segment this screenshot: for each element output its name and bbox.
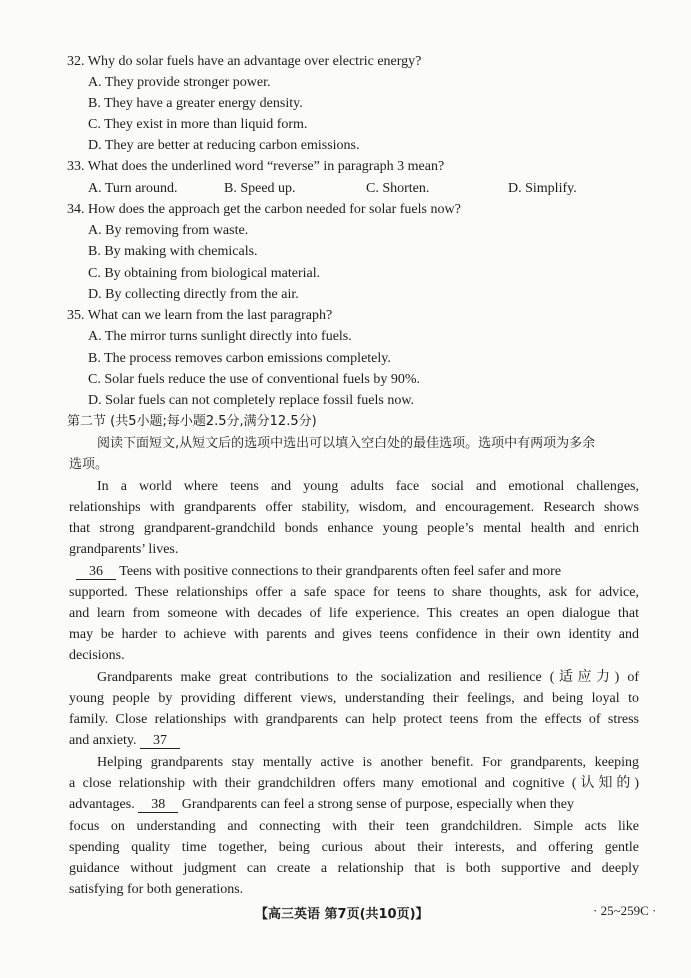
passage-line: focus on understanding and connecting with their teen grandchildren. Simple acts like [69, 819, 639, 834]
answer-option: D. They are better at reducing carbon emissions. [88, 138, 360, 153]
blank-38[interactable]: 38 [138, 797, 178, 813]
answer-options-row [0, 180, 691, 198]
passage-line: spending quality time together, being curious about their interests, and offering gentle [69, 840, 639, 855]
passage-line: relationships with grandparents offer stability, wisdom, and encouragement. Research shows [69, 500, 639, 515]
answer-option: C. They exist in more than liquid form. [88, 117, 308, 132]
passage-text: Grandparents can feel a strong sense of purpose, especially when they [178, 797, 574, 812]
passage-line [0, 796, 691, 814]
passage-text: and anxiety. [69, 733, 141, 748]
passage-line: satisfying for both generations. [69, 882, 244, 897]
answer-option: B. By making with chemicals. [88, 244, 258, 259]
footer-code: · 25~259C · [593, 903, 657, 918]
passage-line: supported. These relationships offer a safe space for teens to share thoughts, ask for advice, [69, 585, 639, 600]
section-instruction: 选项。 [69, 457, 109, 472]
footer-page-info: 【高三英语 第7页(共10页)】 [255, 907, 429, 922]
passage-line: may be harder to achieve with parents and gives teens confidence in their own identity and [69, 627, 639, 642]
blank-37[interactable]: 37 [140, 733, 180, 749]
passage-line [0, 563, 691, 581]
answer-option: D. By collecting directly from the air. [88, 287, 299, 302]
answer-option: C. Shorten. [366, 181, 430, 196]
passage-line: family. Close relationships with grandparents can help protect teens from the effects of stress [69, 712, 639, 727]
answer-option: A. The mirror turns sunlight directly into fuels. [88, 329, 352, 344]
passage-line: guidance without judgment can create a relationship that is both supportive and deeply [69, 861, 639, 876]
section-instruction: 阅读下面短文,从短文后的选项中选出可以填入空白处的最佳选项。选项中有两项为多余 [97, 436, 596, 451]
blank-36[interactable]: 36 [76, 564, 116, 580]
section-heading: 第二节 (共5小题;每小题2.5分,满分12.5分) [67, 414, 317, 429]
passage-line: grandparents’ lives. [69, 542, 179, 557]
question-stem: 35. What can we learn from the last paragraph? [67, 308, 333, 323]
passage-line: Grandparents make great contributions to the socialization and resilience (适应力) of [97, 670, 639, 685]
passage-text: advantages. [69, 797, 139, 812]
question-stem: 34. How does the approach get the carbon needed for solar fuels now? [67, 202, 461, 217]
answer-option: A. They provide stronger power. [88, 75, 271, 90]
answer-option: B. Speed up. [224, 181, 296, 196]
answer-option: D. Solar fuels can not completely replace fossil fuels now. [88, 393, 415, 408]
answer-option: C. By obtaining from biological material. [88, 266, 321, 281]
passage-line: decisions. [69, 648, 125, 663]
answer-option: A. Turn around. [88, 181, 178, 196]
passage-text: Teens with positive connections to their grandparents often feel safer and more [116, 564, 562, 579]
passage-line: young people by providing different views, understanding their feelings, and being loyal to [69, 691, 639, 706]
passage-line: Helping grandparents stay mentally active is another benefit. For grandparents, keeping [97, 755, 639, 770]
passage-line: In a world where teens and young adults face social and emotional challenges, [97, 479, 639, 494]
passage-line: that strong grandparent-grandchild bonds enhance young people’s mental health and enrich [69, 521, 639, 536]
answer-option: C. Solar fuels reduce the use of conventional fuels by 90%. [88, 372, 421, 387]
answer-option: A. By removing from waste. [88, 223, 249, 238]
question-stem: 32. Why do solar fuels have an advantage over electric energy? [67, 54, 422, 69]
answer-option: B. The process removes carbon emissions completely. [88, 351, 391, 366]
passage-line: a close relationship with their grandchildren offers many emotional and cognitive (认知的) [69, 776, 639, 791]
answer-option: D. Simplify. [508, 181, 577, 196]
passage-line: and learn from someone with decades of life experience. This creates an open dialogue that [69, 606, 639, 621]
question-stem: 33. What does the underlined word “reverse” in paragraph 3 mean? [67, 159, 445, 174]
answer-option: B. They have a greater energy density. [88, 96, 303, 111]
passage-line [0, 732, 691, 750]
